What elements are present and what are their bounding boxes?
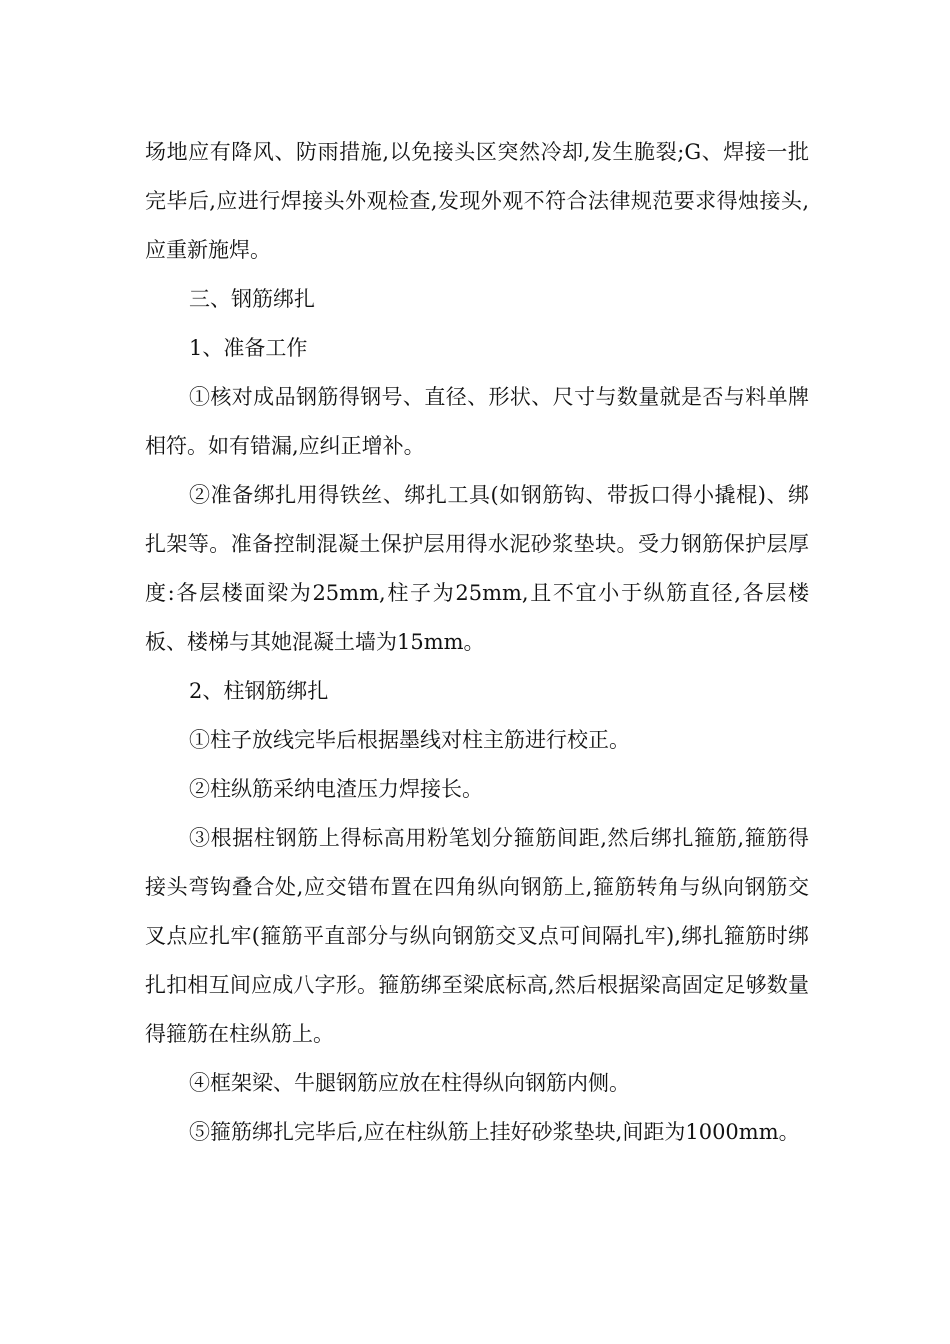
paragraph-check-rebar: ①核对成品钢筋得钢号、直径、形状、尺寸与数量就是否与料单牌相符。如有错漏,应纠正增补。 [145,385,809,458]
paragraph-electroslag-welding: ②柱纵筋采纳电渣压力焊接长。 [189,777,483,801]
subheading-column-binding: 2、柱钢筋绑扎 [189,679,329,703]
paragraph-welding-notes: 场地应有降风、防雨措施,以免接头区突然冷却,发生脆裂;G、焊接一批完毕后,应进行焊接头外观检查,发现外观不符合法律规范要求得烛接头,应重新施焊。 [145,140,809,262]
document-body [145,128,809,1157]
section-heading-rebar-binding: 三、钢筋绑扎 [189,287,315,311]
paragraph-prepare-tools: ②准备绑扎用得铁丝、绑扎工具(如钢筋钩、带扳口得小撬棍)、绑扎架等。准备控制混凝土保护层用得水泥砂浆垫块。受力钢筋保护层厚度:各层楼面梁为25mm,柱子为25mm,且不宜小于纵筋直径,各层楼板、楼梯与其她混凝土墙为15mm。 [145,483,809,654]
paragraph-beam-rebar-placement: ④框架梁、牛腿钢筋应放在柱得纵向钢筋内侧。 [189,1071,630,1095]
subheading-preparation: 1、准备工作 [189,336,308,360]
paragraph-mortar-blocks: ⑤箍筋绑扎完毕后,应在柱纵筋上挂好砂浆垫块,间距为1000mm。 [189,1120,800,1144]
paragraph-column-correction: ①柱子放线完毕后根据墨线对柱主筋进行校正。 [189,728,630,752]
paragraph-stirrup-binding: ③根据柱钢筋上得标高用粉笔划分箍筋间距,然后绑扎箍筋,箍筋得接头弯钩叠合处,应交错布置在四角纵向钢筋上,箍筋转角与纵向钢筋交叉点应扎牢(箍筋平直部分与纵向钢筋交叉点可间隔扎牢),绑扎箍筋时绑扎扣相互间应成八字形。箍筋绑至梁底标高,然后根据梁高固定足够数量得箍筋在柱纵筋上。 [145,826,809,1046]
